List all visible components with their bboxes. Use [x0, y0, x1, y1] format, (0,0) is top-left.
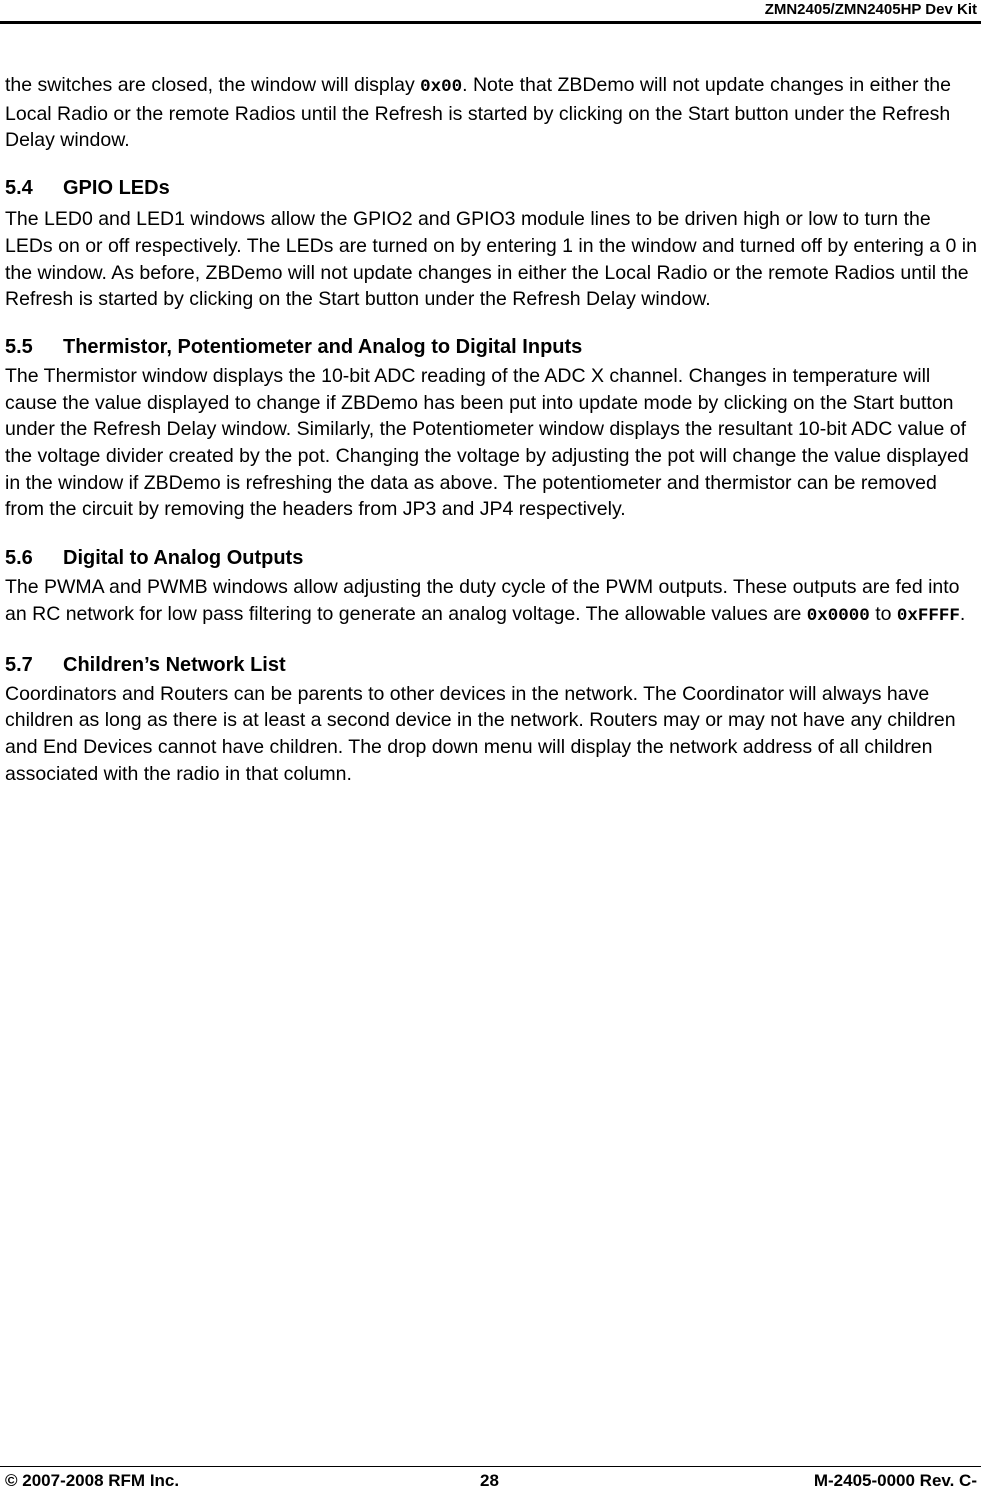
section-heading-5-6 — [5, 545, 977, 571]
section-heading-5-5 — [5, 334, 977, 360]
section-number: 5.6 — [5, 547, 33, 570]
header-rule — [0, 21, 981, 24]
page-content — [5, 72, 977, 787]
section-title: Digital to Analog Outputs — [63, 547, 304, 570]
section-body-5-7: Coordinators and Routers can be parents to other devices in the network. The Coordinator will always have children as long as there is at least a second device in the network. Routers may or may not have any children and End Devices cannot have children. The drop down menu will display the network address of all children associated with the radio in that column. — [5, 682, 956, 785]
pwm-text-b: to — [869, 602, 897, 625]
pwm-max-code: 0xFFFF — [896, 605, 960, 626]
section-number: 5.7 — [5, 653, 33, 676]
page-header-title: ZMN2405/ZMN2405HP Dev Kit — [764, 1, 977, 18]
pwm-text-a: The PWMA and PWMB windows allow adjusting the duty cycle of the PWM outputs. These outputs are fed into an RC network for low pass filtering to generate an analog voltage. The allowable values are — [5, 576, 960, 625]
pwm-text-c: . — [959, 602, 966, 625]
section-number: 5.4 — [5, 177, 33, 200]
section-body-5-5: The Thermistor window displays the 10-bit ADC reading of the ADC X channel. Changes in temperature will cause the value displayed to change if ZBDemo has been put into update mode by clicking on the Start button under the Refresh Delay window. Similarly, the Potentiometer window displays the resultant 10-bit ADC value of the voltage divider created by the pot. Changing the voltage by adjusting the pot will change the value displayed in the window if ZBDemo is refreshing the data as above. The potentiometer and thermistor can be removed from the circuit by removing the headers from JP3 and JP4 respectively. — [5, 364, 969, 521]
footer-rule — [0, 1466, 981, 1467]
intro-text-1: the switches are closed, the window will display — [5, 74, 421, 96]
section-title: Children’s Network List — [63, 653, 286, 676]
intro-code-value: 0x00 — [420, 77, 463, 97]
section-title: Thermistor, Potentiometer and Analog to Digital Inputs — [63, 335, 583, 358]
section-heading-5-7 — [5, 652, 977, 678]
footer-page-number: 28 — [480, 1471, 499, 1490]
section-body-5-4: The LED0 and LED1 windows allow the GPIO2 and GPIO3 module lines to be driven high or low to turn the LEDs on or off respectively. The LEDs are turned on by entering 1 in the window and turned off by entering a 0 in the window. As before, ZBDemo will not update changes in either the Local Radio or the remote Radios until the Refresh is started by clicking on the Start button under the Refresh Delay window. — [5, 208, 977, 311]
footer-copyright: © 2007-2008 RFM Inc. — [5, 1471, 180, 1490]
section-heading-5-4 — [5, 175, 977, 201]
footer-doc-id: M-2405-0000 Rev. C- — [813, 1471, 977, 1490]
pwm-min-code: 0x0000 — [806, 605, 870, 626]
intro-text-2: . Note that ZBDemo will not update changes in either the Local Radio or the remote Radios until the Refresh is started by clicking on the Start button under the Refresh Delay window. — [5, 74, 951, 152]
intro-paragraph — [5, 72, 977, 154]
section-title: GPIO LEDs — [63, 177, 170, 200]
section-body-5-6 — [5, 574, 977, 629]
section-number: 5.5 — [5, 335, 33, 358]
